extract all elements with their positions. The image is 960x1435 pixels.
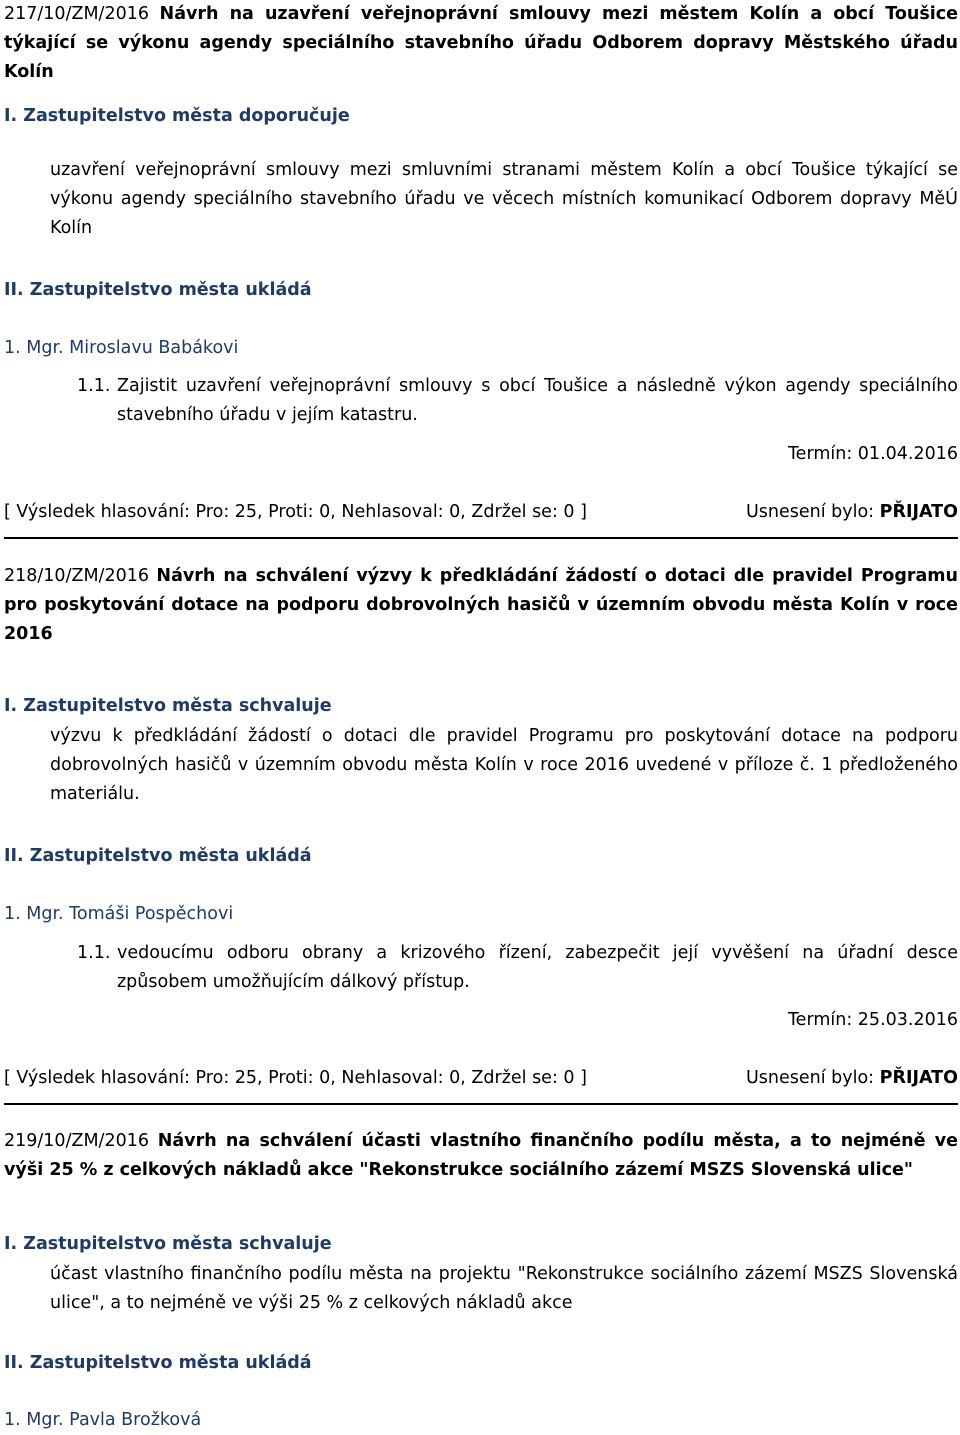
vote-result: [ Výsledek hlasování: Pro: 25, Proti: 0, Nehlasoval: 0, Zdržel se: 0 ]: [4, 1068, 587, 1088]
resolution-number: 219/10/ZM/2016: [4, 1131, 149, 1151]
task-text: Zajistit uzavření veřejnoprávní smlouvy s obcí Toušice a následně výkon agendy speciálního stavebního úřadu v jejím katastru.: [117, 376, 958, 425]
resolution-title: [4, 1127, 958, 1185]
section-heading: II. Zastupitelstvo města ukládá: [4, 280, 312, 300]
task-number: 1.1.: [77, 376, 111, 396]
resolution-subject: Návrh na schválení výzvy k předkládání žádostí o dotaci dle pravidel Programu pro poskytování dotace na podporu dobrovolných hasičů v územním obvodu města Kolín v roce 2016: [4, 566, 958, 644]
assignee: 1. Mgr. Tomáši Pospěchovi: [4, 904, 234, 924]
resolution-title: [4, 0, 958, 87]
status-value: PŘIJATO: [879, 502, 958, 522]
status-value: PŘIJATO: [879, 1068, 958, 1088]
resolution-subject: Návrh na schválení účasti vlastního finančního podílu města, a to nejméně ve výši 25 % z celkových nákladů akce "Rekonstrukce sociálního zázemí MSZS Slovenská ulice": [4, 1131, 958, 1180]
section-heading: I. Zastupitelstvo města schvaluje: [4, 1234, 332, 1254]
resolution-number: 218/10/ZM/2016: [4, 566, 149, 586]
divider: [4, 1103, 958, 1105]
section-heading: I. Zastupitelstvo města schvaluje: [4, 696, 332, 716]
deadline: Termín: 01.04.2016: [787, 444, 958, 464]
resolution-number: 217/10/ZM/2016: [4, 4, 149, 24]
section-text: výzvu k předkládání žádostí o dotaci dle pravidel Programu pro poskytování dotace na podporu dobrovolných hasičů v územním obvodu města Kolín v roce 2016 uvedené v příloze č. 1 předloženého materiálu.: [50, 726, 958, 804]
section-heading: II. Zastupitelstvo města ukládá: [4, 846, 312, 866]
assignee: 1. Mgr. Miroslavu Babákovi: [4, 338, 239, 358]
section-heading: II. Zastupitelstvo města ukládá: [4, 1353, 312, 1373]
resolution-status: Usnesení bylo: PŘIJATO: [745, 1068, 958, 1088]
resolution-status: Usnesení bylo: PŘIJATO: [745, 502, 958, 522]
resolution-title: [4, 562, 958, 649]
deadline: Termín: 25.03.2016: [787, 1010, 958, 1030]
section-text: účast vlastního finančního podílu města na projektu "Rekonstrukce sociálního zázemí MSZS Slovenská ulice", a to nejméně ve výši 25 % z celkových nákladů akce: [50, 1264, 958, 1313]
task-number: 1.1.: [77, 943, 111, 963]
divider: [4, 537, 958, 539]
vote-result: [ Výsledek hlasování: Pro: 25, Proti: 0, Nehlasoval: 0, Zdržel se: 0 ]: [4, 502, 587, 522]
resolution-subject: Návrh na uzavření veřejnoprávní smlouvy mezi městem Kolín a obcí Toušice týkající se výkonu agendy speciálního stavebního úřadu Odborem dopravy Městského úřadu Kolín: [4, 4, 958, 82]
section-heading: I. Zastupitelstvo města doporučuje: [4, 106, 350, 126]
assignee: 1. Mgr. Pavla Brožková: [4, 1410, 202, 1430]
section-text: uzavření veřejnoprávní smlouvy mezi smluvními stranami městem Kolín a obcí Toušice týkající se výkonu agendy speciálního stavebního úřadu ve věcech místních komunikací Odborem dopravy MěÚ Kolín: [50, 160, 958, 238]
task-text: vedoucímu odboru obrany a krizového řízení, zabezpečit její vyvěšení na úřadní desce způsobem umožňujícím dálkový přístup.: [117, 943, 958, 992]
